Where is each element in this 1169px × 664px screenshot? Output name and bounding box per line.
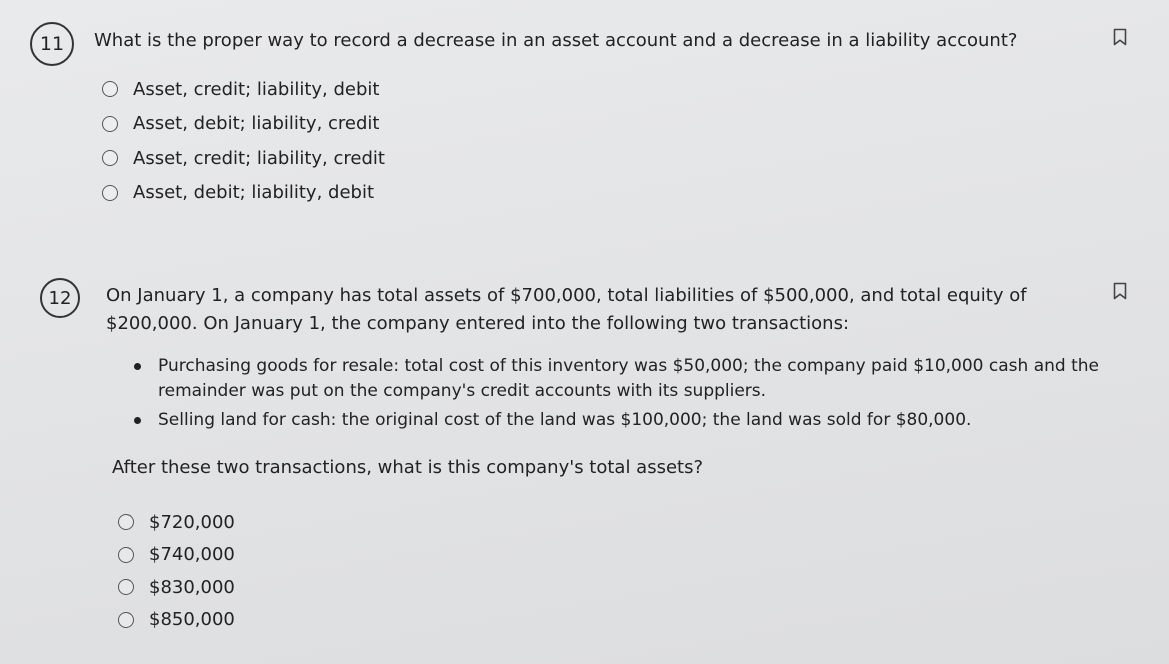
question-11-option-a[interactable] <box>102 72 385 107</box>
option-label: $830,000 <box>149 576 235 598</box>
transaction-text: Selling land for cash: the original cost of the land was $100,000; the land was sold for $80,000. <box>158 410 972 430</box>
question-11-option-c[interactable] <box>102 141 385 176</box>
radio-button-icon[interactable] <box>118 514 134 530</box>
radio-button-icon[interactable] <box>102 150 118 166</box>
option-label: $720,000 <box>149 511 235 533</box>
question-11-option-b[interactable] <box>102 107 385 142</box>
question-12-option-a[interactable] <box>118 506 235 539</box>
radio-button-icon[interactable] <box>102 81 118 97</box>
question-12-option-b[interactable] <box>118 539 235 572</box>
transaction-text: Purchasing goods for resale: total cost of this inventory was $50,000; the company paid $10,000 cash and the remainder was put on the company's credit accounts with its suppliers. <box>158 356 1099 401</box>
option-label: Asset, credit; liability, debit <box>133 78 380 100</box>
question-number-11: 11 <box>30 22 74 66</box>
transaction-item <box>130 408 1130 433</box>
option-label: Asset, debit; liability, debit <box>133 182 375 204</box>
question-12-option-c[interactable] <box>118 571 235 604</box>
question-number-12: 12 <box>40 278 80 318</box>
bookmark-icon[interactable] <box>1113 282 1127 300</box>
radio-button-icon[interactable] <box>102 185 118 201</box>
bookmark-icon[interactable] <box>1113 28 1127 46</box>
question-11-options <box>102 72 385 210</box>
radio-button-icon[interactable] <box>118 612 134 628</box>
bullet-icon <box>134 417 141 424</box>
radio-button-icon[interactable] <box>102 116 118 132</box>
option-label: Asset, debit; liability, credit <box>133 113 380 135</box>
bullet-icon <box>134 363 141 370</box>
radio-button-icon[interactable] <box>118 547 134 563</box>
transaction-item <box>130 354 1130 404</box>
option-label: $740,000 <box>149 544 235 566</box>
question-12-options <box>118 506 235 636</box>
transaction-list <box>130 354 1130 433</box>
question-12-prompt: On January 1, a company has total assets of $700,000, total liabilities of $500,000, and total equity of $200,000. On January 1, the company entered into the following two transactions: <box>106 285 1027 334</box>
question-11-option-d[interactable] <box>102 176 385 211</box>
question-11-prompt: What is the proper way to record a decrease in an asset account and a decrease in a liability account? <box>94 30 1018 51</box>
radio-button-icon[interactable] <box>118 579 134 595</box>
question-12-option-d[interactable] <box>118 604 235 637</box>
question-11 <box>0 0 1169 250</box>
option-label: $850,000 <box>149 609 235 631</box>
question-12-followup: After these two transactions, what is this company's total assets? <box>112 457 704 478</box>
question-12 <box>0 262 1169 664</box>
option-label: Asset, credit; liability, credit <box>133 147 385 169</box>
